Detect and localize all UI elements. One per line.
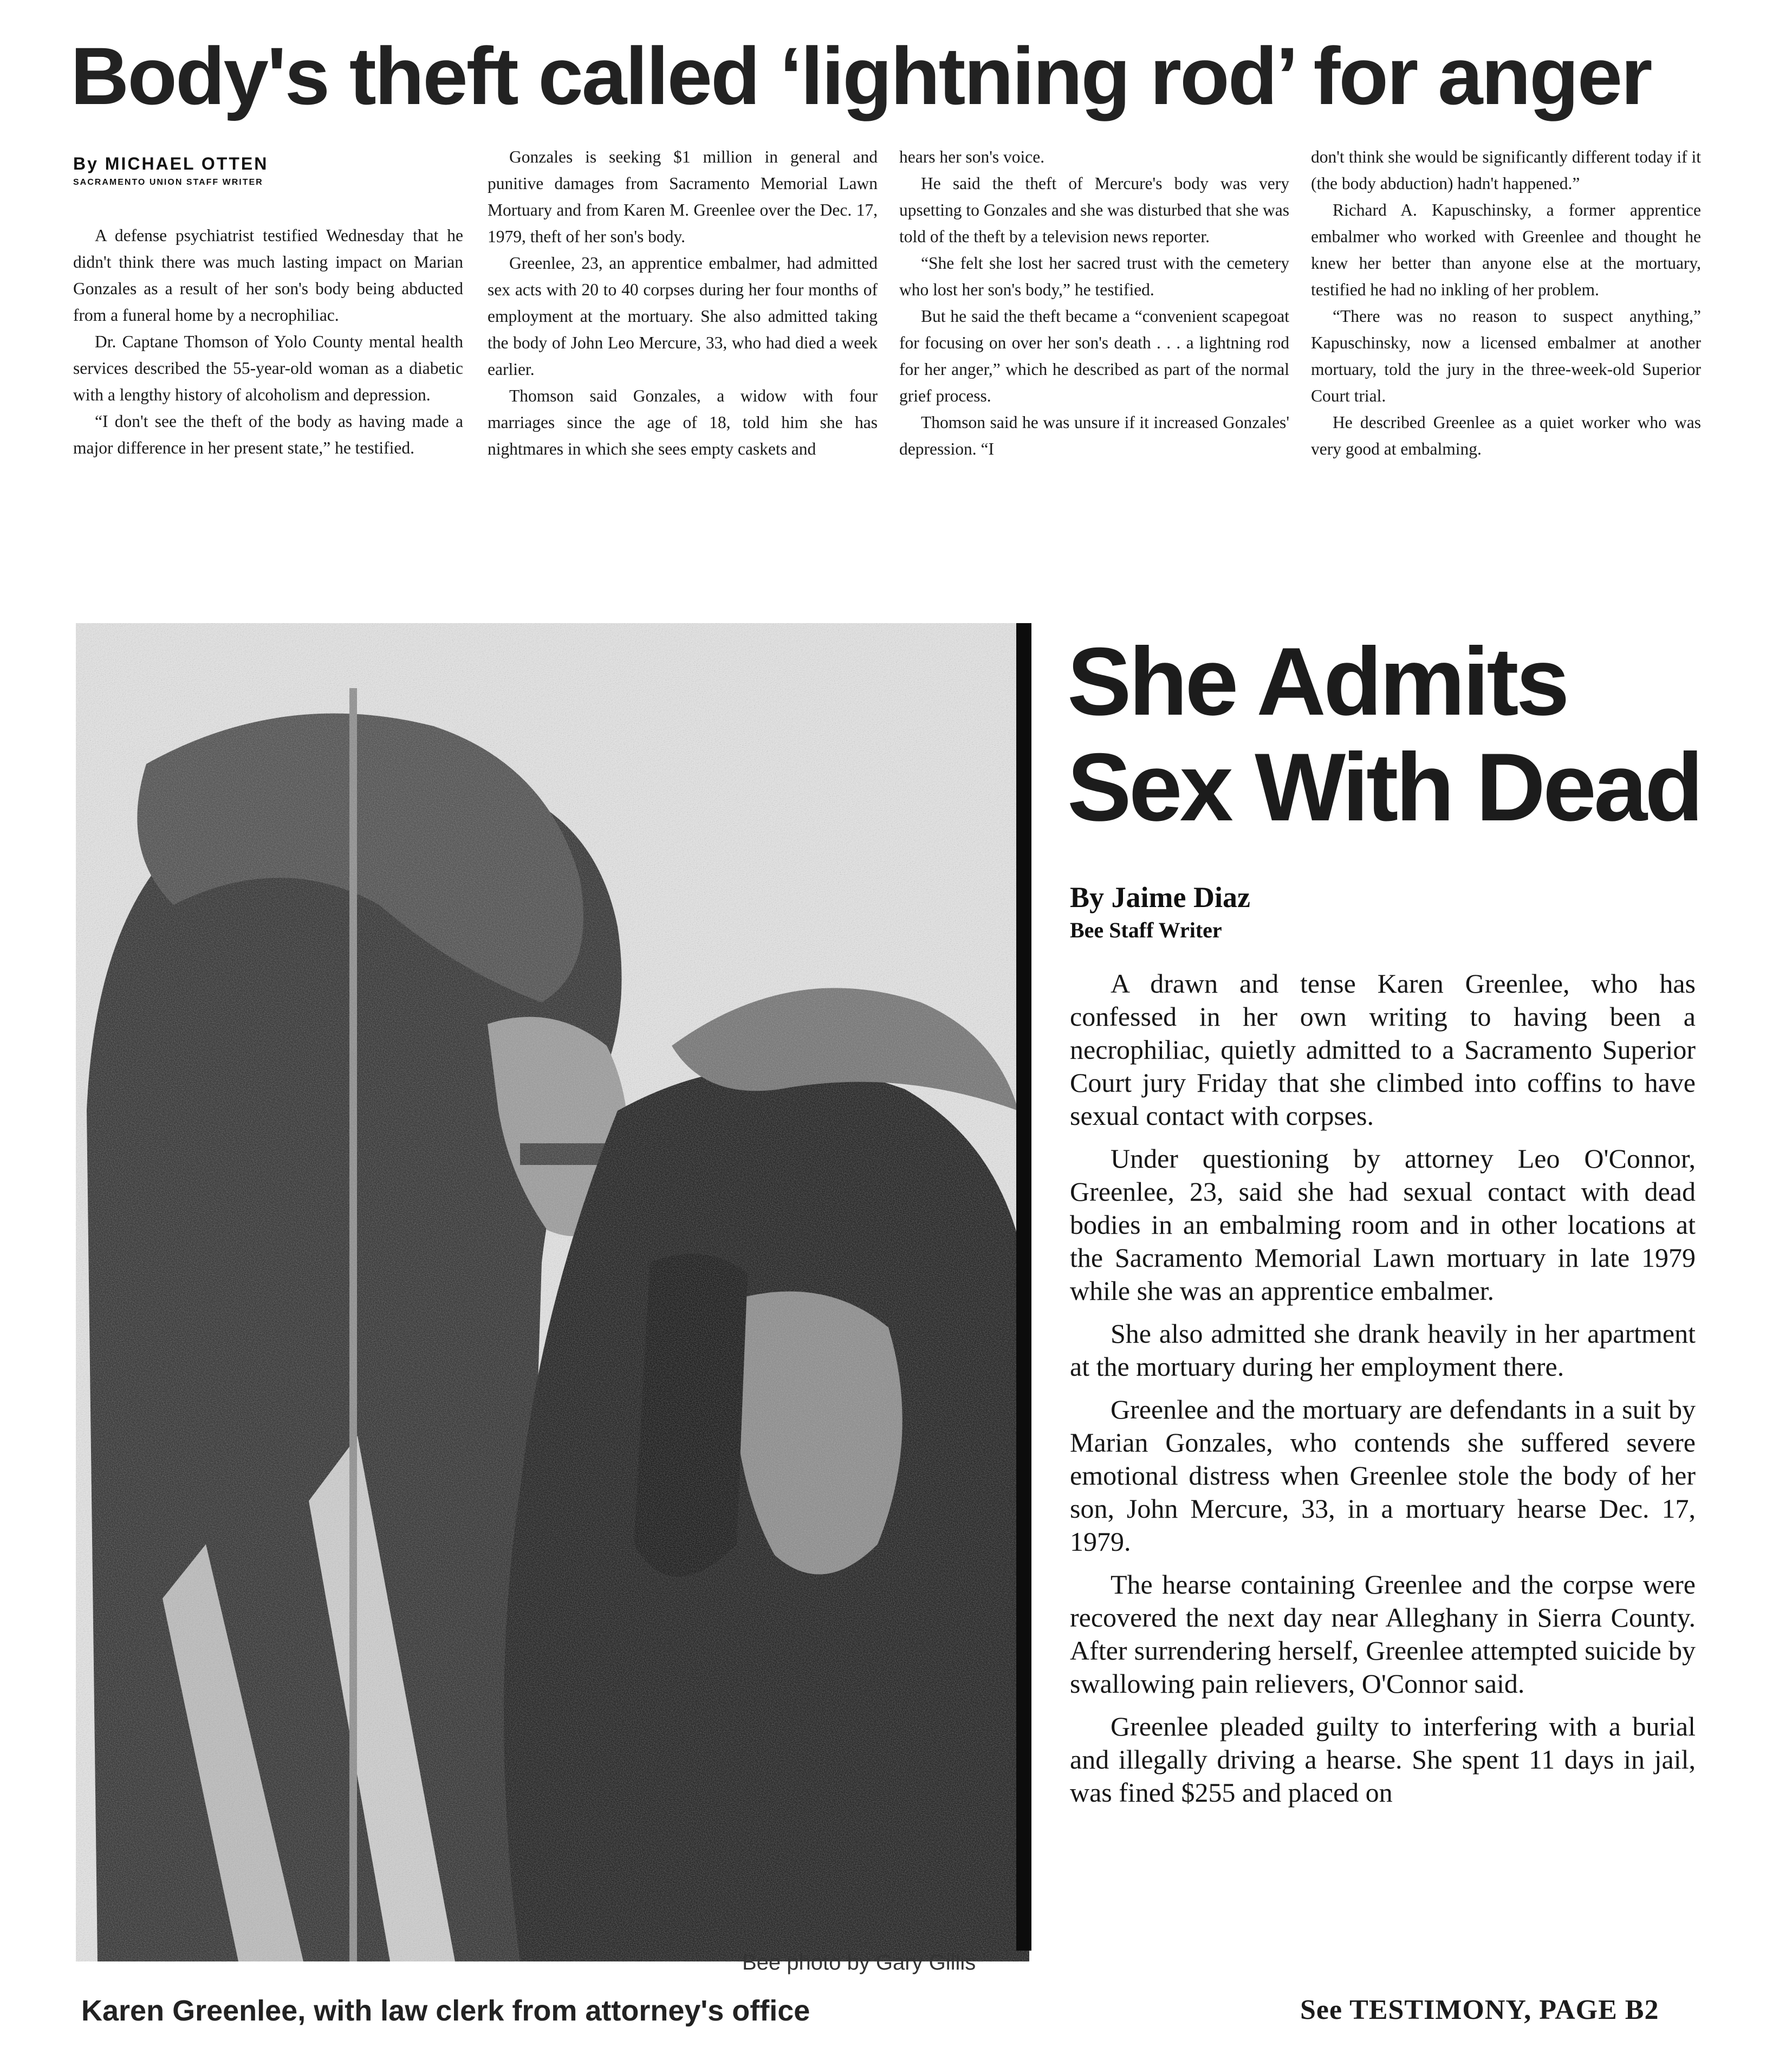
paragraph: Greenlee and the mortuary are defendants in a suit by Marian Gonzales, who contends she suffered severe emotional distress when Greenlee stole the body of her son, John Mercure, 33, in a mortuary hearse Dec. 17, 1979. bbox=[1070, 1394, 1696, 1557]
paragraph: He described Greenlee as a quiet worker who was very good at embalming. bbox=[1311, 413, 1701, 458]
paragraph: Thomson said he was unsure if it increased Gonzales' depression. “I bbox=[899, 413, 1289, 458]
byline-name: By MICHAEL OTTEN bbox=[73, 154, 269, 173]
paragraph: Richard A. Kapuschinsky, a former apprentice embalmer who worked with Greenlee and thought he knew her better than anyone else at the mortuary, testified he had no inkling of her problem. bbox=[1311, 200, 1701, 299]
paragraph: The hearse containing Greenlee and the corpse were recovered the next day near Alleghany in Sierra County. After surrendering herself, Greenlee attempted suicide by swallowing pain relievers, O'Connor said. bbox=[1070, 1569, 1696, 1699]
article-column-3 bbox=[899, 144, 1289, 462]
byline-name: By Jaime Diaz bbox=[1070, 881, 1250, 914]
continuation-line: See TESTIMONY, PAGE B2 bbox=[1300, 1995, 1659, 2025]
article-column-2 bbox=[488, 144, 878, 462]
main-byline bbox=[1070, 878, 1250, 944]
paragraph: But he said the theft became a “convenient scapegoat for focusing on over her son's death . . . a lightning rod for her anger,” which he described as part of the normal grief process. bbox=[899, 307, 1289, 405]
paragraph: Dr. Captane Thomson of Yolo County mental health services described the 55-year-old woman as a diabetic with a lengthy history of alcoholism and depression. bbox=[73, 332, 463, 404]
paragraph: Thomson said Gonzales, a widow with four marriages since the age of 18, told him she has nightmares in which she sees empty caskets and bbox=[488, 386, 878, 458]
photo-credit: Bee photo by Gary Gillis bbox=[742, 1951, 976, 1974]
paragraph: don't think she would be significantly different today if it (the body abduction) hadn't happened.” bbox=[1311, 147, 1701, 193]
article-column-1 bbox=[73, 222, 463, 461]
byline-credit: SACRAMENTO UNION STAFF WRITER bbox=[73, 178, 263, 187]
main-headline: She Admits Sex With Dead bbox=[1067, 627, 1701, 841]
photo-caption: Karen Greenlee, with law clerk from attorney's office bbox=[81, 1995, 810, 2027]
paragraph: “I don't see the theft of the body as having made a major difference in her present state,” he testified. bbox=[73, 412, 463, 457]
paragraph: Greenlee pleaded guilty to interfering with a burial and illegally driving a hearse. She spent 11 days in jail, was fined $255 and placed on bbox=[1070, 1711, 1696, 1808]
paragraph: A drawn and tense Karen Greenlee, who has confessed in her own writing to having been a necrophiliac, quietly admitted to a Sacramento Superior Court jury Friday that she climbed into coffins to have sexual contact with corpses. bbox=[1070, 968, 1696, 1131]
byline-role: Bee Staff Writer bbox=[1070, 918, 1222, 942]
paragraph: Gonzales is seeking $1 million in general and punitive damages from Sacramento Memorial Lawn Mortuary and from Karen M. Greenlee over the Dec. 17, 1979, theft of her son's body. bbox=[488, 147, 878, 246]
photo-border-rule bbox=[1016, 623, 1031, 1951]
article-column-4 bbox=[1311, 144, 1701, 462]
paragraph: hears her son's voice. bbox=[899, 147, 1045, 166]
main-story bbox=[1070, 967, 1696, 1819]
paragraph: “There was no reason to suspect anything,” Kapuschinsky, now a licensed embalmer at another mortuary, told the jury in the three-week-old Superior Court trial. bbox=[1311, 307, 1701, 405]
paragraph: Greenlee, 23, an apprentice embalmer, had admitted sex acts with 20 to 40 corpses during her four months of employment at the mortuary. She also admitted taking the body of John Leo Mercure, 33, who had died a week earlier. bbox=[488, 254, 878, 379]
paragraph: She also admitted she drank heavily in her apartment at the mortuary during her employment there. bbox=[1070, 1318, 1696, 1382]
paragraph: “She felt she lost her sacred trust with the cemetery who lost her son's body,” he testified. bbox=[899, 254, 1289, 299]
paragraph: A defense psychiatrist testified Wednesday that he didn't think there was much lasting impact on Marian Gonzales as a result of her son's body being abducted from a funeral home by a necrophiliac. bbox=[73, 226, 463, 325]
news-photo bbox=[76, 623, 1029, 1961]
paragraph: Under questioning by attorney Leo O'Connor, Greenlee, 23, said she had sexual contact with dead bodies in an embalming room and in other locations at the Sacramento Memorial Lawn mortuary in late 1979 while she was an apprentice embalmer. bbox=[1070, 1143, 1696, 1306]
article-headline: Body's theft called ‘lightning rod’ for anger bbox=[70, 30, 1651, 121]
article-byline bbox=[73, 152, 474, 190]
paragraph: He said the theft of Mercure's body was very upsetting to Gonzales and she was disturbed that she was told of the theft by a television news reporter. bbox=[899, 174, 1289, 246]
